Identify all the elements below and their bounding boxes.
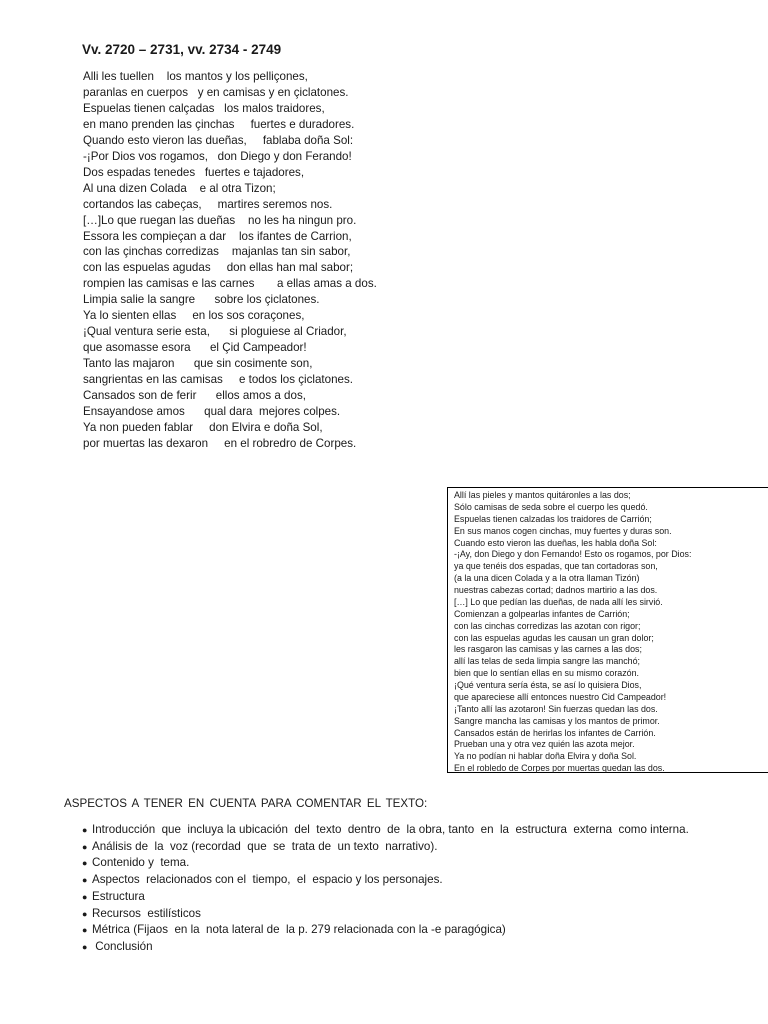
aspect-item [82, 839, 689, 856]
poem-line: Alli les tuellen los mantos y los pelliçones, [83, 70, 308, 83]
translation-line: con las espuelas agudas les causan un gran dolor; [454, 632, 654, 643]
poem-line: Al una dizen Colada e al otra Tizon; [83, 181, 276, 195]
verse-range-heading: Vv. 2720 – 2731, vv. 2734 - 2749 [82, 42, 282, 57]
translation-line: Espuelas tienen calzadas los traidores de Carrión; [454, 513, 652, 524]
poem-line: Ensayandose amos qual dara mejores colpes. [83, 405, 341, 419]
translation-line: allí las telas de seda limpia sangre las manchó; [454, 656, 640, 667]
bullet-icon: ● [82, 841, 88, 852]
aspect-text: Conclusión [92, 939, 153, 953]
poem-line: rompien las camisas e las carnes a ellas amas a dos. [83, 277, 377, 291]
translation-line: En sus manos cogen cinchas, muy fuertes y duras son. [454, 525, 672, 536]
aspect-text: Análisis de la voz (recordad que se trata de un texto narrativo). [92, 839, 438, 853]
translation-line: bien que lo sentían ellas en su mismo corazón. [454, 668, 640, 679]
poem-line: […]Lo que ruegan las dueñas no les ha ningun pro. [83, 213, 357, 227]
translation-line: con las cinchas corredizas las azotan con rigor; [454, 620, 641, 631]
poem-line: Ya lo sienten ellas en los sos coraçones, [83, 309, 305, 323]
aspects-title: ASPECTOS A TENER EN CUENTA PARA COMENTAR EL TEXTO: [64, 797, 428, 810]
poem-line: Tanto las majaron que sin cosimente son, [83, 357, 313, 371]
translation-line: En el robledo de Corpes por muertas quedan las dos. [454, 763, 665, 774]
translation-line: ¡Qué ventura sería ésta, se así lo quisiera Dios, [454, 680, 642, 690]
poem-line: en mano prenden las çinchas fuertes e duradores. [83, 117, 355, 131]
poem-line: ¡Qual ventura serie esta, si ploguiese al Criador, [83, 325, 347, 339]
poem-line: Ya non pueden fablar don Elvira e doña Sol, [83, 420, 323, 434]
translation-line: ¡Tanto allí las azotaron! Sin fuerzas quedan las dos. [454, 703, 658, 714]
poem-line: Dos espadas tenedes fuertes e tajadores, [83, 165, 305, 179]
aspect-item [82, 889, 689, 906]
aspect-item [82, 822, 689, 839]
aspect-text: Recursos estilísticos [92, 906, 201, 920]
poem-line: -¡Por Dios vos rogamos, don Diego y don Ferando! [83, 149, 352, 163]
poem-line: Quando esto vieron las dueñas, fablaba doña Sol: [83, 133, 354, 147]
translation-line: -¡Ay, don Diego y don Fernando! Esto os rogamos, por Dios: [454, 549, 692, 560]
translation-line: Sangre mancha las camisas y los mantos de primor. [454, 715, 660, 726]
aspect-item [82, 855, 689, 872]
poem-line: Cansados son de ferir ellos amos a dos, [83, 389, 306, 403]
translation-line: Cansados están de herirlas los infantes de Carrión. [454, 727, 656, 738]
bullet-icon: ● [82, 941, 88, 952]
poem-line: Espuelas tienen calçadas los malos traidores, [83, 101, 325, 115]
translation-line: Sólo camisas de seda sobre el cuerpo les quedó. [454, 501, 648, 512]
bullet-icon: ● [82, 891, 88, 902]
aspect-text: Estructura [92, 889, 145, 903]
poem-line: con las espuelas agudas don ellas han mal sabor; [83, 261, 354, 275]
poem-line: Limpia salie la sangre sobre los çiclatones. [83, 293, 320, 307]
bullet-icon: ● [82, 925, 88, 936]
poem-line: sangrientas en las camisas e todos los çiclatones. [83, 373, 354, 387]
translation-line: […] Lo que pedían las dueñas, de nada allí les sirvió. [454, 596, 663, 607]
original-poem [83, 69, 377, 452]
aspect-item [82, 939, 689, 956]
aspect-text: Introducción que incluya la ubicación del texto dentro de la obra, tanto en la estructura externa como interna. [92, 823, 689, 836]
poem-line: que asomasse esora el Çid Campeador! [83, 341, 307, 355]
poem-line: con las çinchas corredizas majanlas tan sin sabor, [83, 245, 351, 259]
poem-line: por muertas las dexaron en el robredro de Corpes. [83, 436, 357, 450]
aspect-item [82, 922, 689, 939]
translation-line: nuestras cabezas cortad; dadnos martirio a las dos. [454, 585, 658, 595]
translation-line: Ya no podían ni hablar doña Elvira y doña Sol. [454, 751, 637, 762]
aspect-text: Aspectos relacionados con el tiempo, el espacio y los personajes. [92, 873, 443, 887]
translation-line: que apareciese allí entonces nuestro Cid Campeador! [454, 691, 667, 702]
poem-line: cortandos las cabeças, martires seremos nos. [83, 197, 333, 211]
bullet-icon: ● [82, 908, 88, 919]
aspect-text: Contenido y tema. [92, 856, 190, 870]
translation-line: les rasgaron las camisas y las carnes a las dos; [454, 644, 642, 655]
aspect-item [82, 872, 689, 889]
translation-line: (a la una dicen Colada y a la otra llaman Tizón) [454, 573, 640, 584]
bullet-icon: ● [82, 825, 88, 835]
bullet-icon: ● [82, 858, 88, 869]
translation-line: Cuando esto vieron las dueñas, les habla doña Sol: [454, 537, 657, 548]
aspect-item [82, 906, 689, 923]
poem-line: paranlas en cuerpos y en camisas y en çiclatones. [83, 85, 349, 99]
aspects-list [82, 822, 689, 956]
aspect-text: Métrica (Fijaos en la nota lateral de la p. 279 relacionada con la -e paragógica) [92, 923, 506, 937]
modern-translation-box [447, 487, 768, 773]
translation-line: Prueban una y otra vez quién las azota mejor. [454, 739, 635, 750]
translation-line: Allí las pieles y mantos quitáronles a las dos; [454, 490, 631, 500]
poem-line: Essora les compieçan a dar los ifantes de Carrion, [83, 229, 352, 243]
bullet-icon: ● [82, 875, 88, 886]
translation-line: ya que tenéis dos espadas, que tan cortadoras son, [454, 561, 658, 572]
translation-line: Comienzan a golpearlas infantes de Carrión; [454, 608, 630, 619]
